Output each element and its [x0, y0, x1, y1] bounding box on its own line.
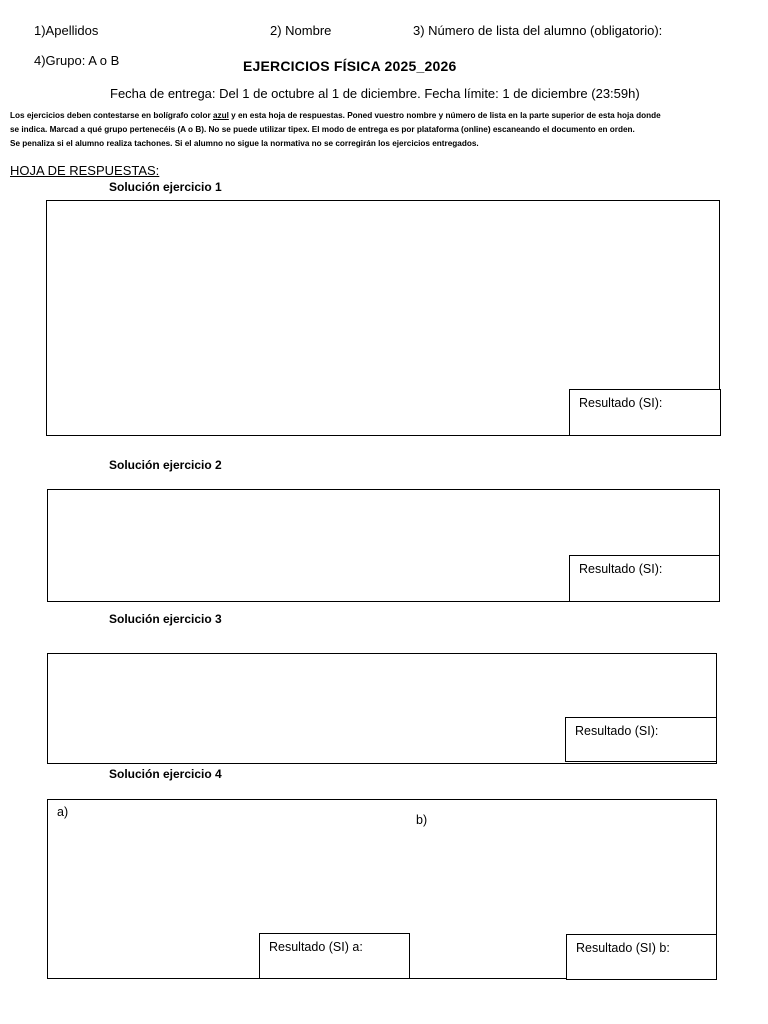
exercise-2-result-box[interactable] [569, 555, 720, 602]
instructions-highlight-azul: azul [212, 111, 229, 120]
exercise-4-part-a-label: a) [57, 805, 69, 819]
instructions-line-3: Se penaliza si el alumno realiza tachones. Si el alumno no sigue la normativa no se corregirán los ejercicios entregados. [10, 139, 479, 148]
exercise-3-title: Solución ejercicio 3 [109, 612, 222, 626]
exercise-3-result-label: Resultado (SI): [575, 724, 659, 738]
exercise-3-result-box[interactable] [565, 717, 717, 762]
hoja-respuestas-label: HOJA DE RESPUESTAS: [10, 163, 160, 178]
exercise-4-title: Solución ejercicio 4 [109, 767, 222, 781]
apellidos-label: 1)Apellidos [34, 23, 99, 38]
exercise-4-result-b-box[interactable] [566, 934, 717, 980]
instructions-line-1-start: Los ejercicios deben contestarse en bolígrafo color [10, 111, 213, 120]
exercise-1-result-label: Resultado (SI): [579, 396, 663, 410]
exercise-2-title: Solución ejercicio 2 [109, 458, 222, 472]
instructions-line-1-end: y en esta hoja de respuestas. Poned vuestro nombre y número de lista en la parte superior de esta hoja donde [228, 111, 661, 120]
grupo-label: 4)Grupo: A o B [34, 53, 120, 68]
exercise-2-result-label: Resultado (SI): [579, 562, 663, 576]
instructions-line-1 [10, 109, 716, 123]
nombre-label: 2) Nombre [270, 23, 332, 38]
exercise-1-result-box[interactable] [569, 389, 721, 436]
instructions-line-2: se indica. Marcad a qué grupo pertenecéis (A o B). No se puede utilizar tipex. El modo de entrega es por plataforma (online) escaneando el documento en orden. [10, 125, 635, 134]
exercise-4-result-a-label: Resultado (SI) a: [269, 940, 363, 954]
page-title: EJERCICIOS FÍSICA 2025_2026 [243, 58, 457, 74]
fecha-entrega: Fecha de entrega: Del 1 de octubre al 1 de diciembre. Fecha límite: 1 de diciembre (23:59h) [110, 86, 640, 101]
exercise-4-part-b-label: b) [416, 813, 428, 827]
exercise-1-title: Solución ejercicio 1 [109, 180, 222, 194]
instructions [10, 109, 716, 151]
numero-lista-label: 3) Número de lista del alumno (obligatorio): [413, 23, 663, 38]
exercise-4-result-b-label: Resultado (SI) b: [576, 941, 670, 955]
exercise-4-result-a-box[interactable] [259, 933, 410, 979]
